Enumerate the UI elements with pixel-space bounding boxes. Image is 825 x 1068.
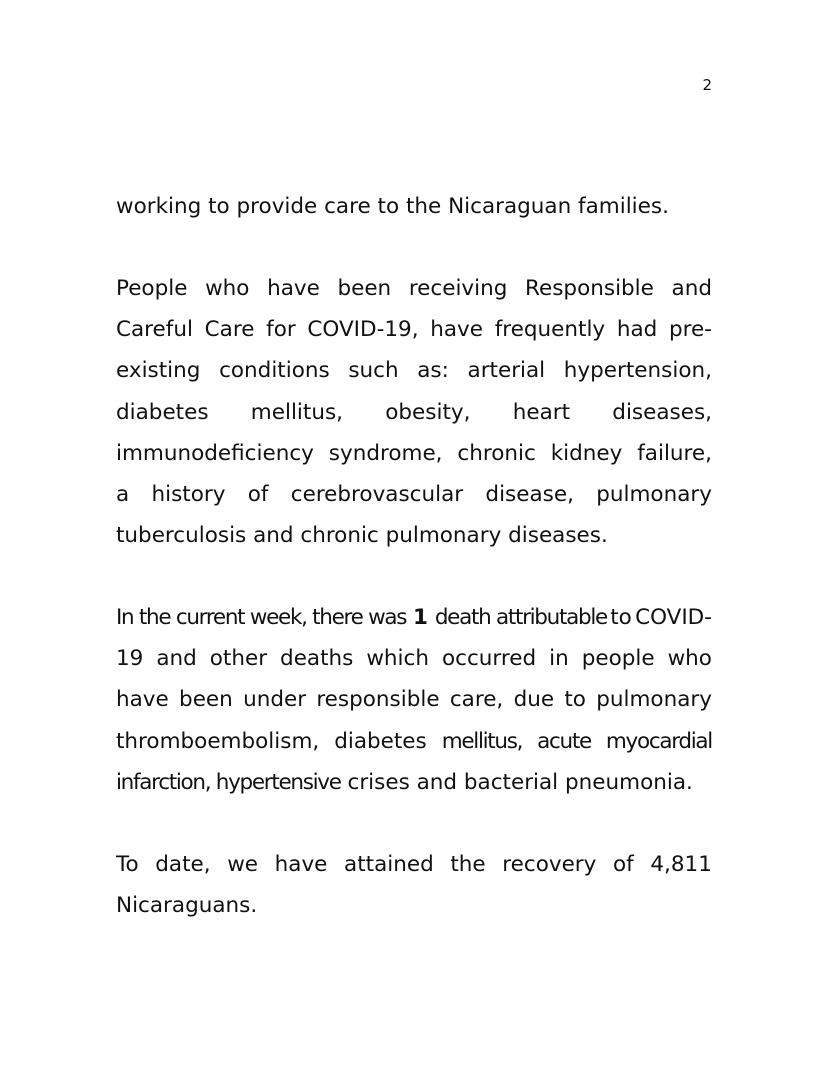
word: to xyxy=(564,687,586,713)
word: deaths xyxy=(280,646,354,672)
deaths-attributable-text: death attributable xyxy=(434,605,607,630)
word: conditions xyxy=(219,358,330,384)
word: existing xyxy=(116,358,201,384)
word: frequently xyxy=(494,317,606,343)
paragraph-continuation xyxy=(116,186,712,227)
paragraph-line xyxy=(116,638,712,679)
word: pulmonary xyxy=(596,481,712,507)
word: disease, xyxy=(485,481,574,507)
word: and xyxy=(156,646,197,672)
word: of xyxy=(613,852,634,877)
word: people xyxy=(581,646,655,672)
word: history xyxy=(151,481,226,507)
paragraph-line xyxy=(116,392,712,433)
paragraph-line xyxy=(116,309,712,350)
word: 4,811 xyxy=(650,852,712,877)
death-count: 1 xyxy=(413,605,428,630)
word: have xyxy=(274,852,328,877)
word: heart xyxy=(512,399,571,425)
word: responsible xyxy=(316,687,440,713)
paragraph-line xyxy=(116,762,712,803)
paragraph-line xyxy=(116,268,712,309)
word: a xyxy=(116,481,130,507)
word: failure, xyxy=(637,440,712,466)
word: in xyxy=(549,646,569,672)
word: had xyxy=(616,317,658,343)
word: syndrome, xyxy=(328,440,443,466)
word: pre- xyxy=(669,317,712,343)
word: Care xyxy=(204,317,255,343)
word: have xyxy=(116,687,169,713)
paragraph-line xyxy=(116,350,712,391)
line-segment: crises and bacterial pneumonia. xyxy=(347,769,693,795)
line-segment: acute xyxy=(537,728,591,754)
paragraph-preexisting-conditions xyxy=(116,268,712,556)
word: care, xyxy=(449,687,504,713)
word: diabetes xyxy=(116,399,209,425)
word: occurred xyxy=(441,646,537,672)
deaths-intro-text: In the current week, there was xyxy=(116,605,407,630)
line-segment: to xyxy=(610,605,632,630)
word: recovery xyxy=(502,852,597,877)
paragraph-line xyxy=(116,679,712,720)
word: of xyxy=(247,481,269,507)
word: for xyxy=(266,317,296,343)
word: Responsible xyxy=(525,276,654,301)
word: such xyxy=(348,358,399,384)
word: receiving xyxy=(408,276,508,301)
paragraph-line xyxy=(116,721,712,762)
paragraph-line xyxy=(116,474,712,515)
line-segment: myocardial xyxy=(605,728,712,754)
line-segment: diabetes xyxy=(334,728,427,754)
word: diseases, xyxy=(612,399,712,425)
word: who xyxy=(205,276,250,301)
word: 19 xyxy=(116,646,144,672)
word: COVID-19, xyxy=(307,317,419,343)
line-segment: mellitus, xyxy=(441,728,523,754)
word: we xyxy=(227,852,259,877)
word: Careful xyxy=(116,317,193,343)
paragraph-line xyxy=(116,433,712,474)
paragraph-recovery xyxy=(116,844,712,926)
paragraph-line: working to provide care to the Nicaraguan families. xyxy=(116,194,669,219)
word: the xyxy=(450,852,486,877)
line-segment: COVID- xyxy=(635,605,712,630)
paragraph-deaths xyxy=(116,597,712,803)
word: who xyxy=(667,646,712,672)
word: kidney xyxy=(550,440,623,466)
word: People xyxy=(116,276,188,301)
line-segment xyxy=(116,597,607,638)
word: have xyxy=(430,317,484,343)
word: arterial xyxy=(467,358,546,384)
word: To xyxy=(116,852,139,877)
word: obesity, xyxy=(385,399,471,425)
line-segment: thromboembolism, xyxy=(116,728,320,754)
word: have xyxy=(267,276,320,301)
word: mellitus, xyxy=(250,399,343,425)
paragraph-line: Nicaraguans. xyxy=(116,893,258,919)
word: attained xyxy=(344,852,434,877)
line-segment: infarction, hypertensive xyxy=(116,769,341,795)
word: chronic xyxy=(457,440,536,466)
paragraph-line xyxy=(116,597,712,638)
word: cerebrovascular xyxy=(290,481,464,507)
word: which xyxy=(366,646,429,672)
word: immunodeficiency xyxy=(116,440,314,466)
paragraph-line xyxy=(116,844,712,885)
word: been xyxy=(179,687,233,713)
word: and xyxy=(671,276,712,301)
word: pulmonary xyxy=(596,687,712,713)
paragraph-line: tuberculosis and chronic pulmonary diseases. xyxy=(116,523,608,549)
word: other xyxy=(209,646,268,672)
word: date, xyxy=(155,852,211,877)
word: under xyxy=(243,687,307,713)
page-number: 2 xyxy=(702,76,712,94)
word: as: xyxy=(417,358,449,384)
word: been xyxy=(337,276,392,301)
word: hypertension, xyxy=(563,358,712,384)
word: due xyxy=(513,687,555,713)
